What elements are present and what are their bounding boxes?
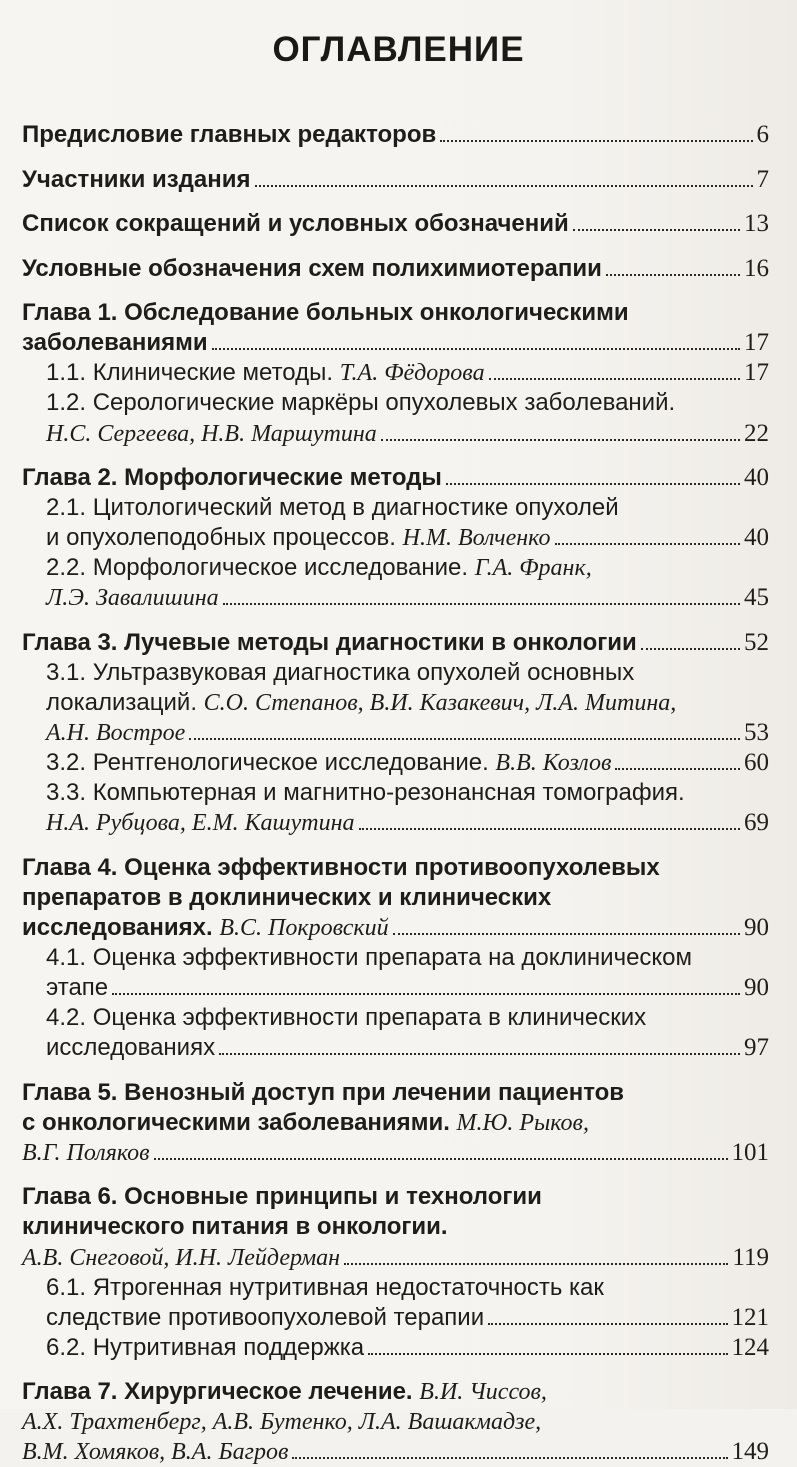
entry-title: 4.1. Оценка эффективности препарата на доклиническом bbox=[46, 943, 693, 971]
toc-entry[interactable] bbox=[46, 358, 769, 388]
entry-title: 4.2. Оценка эффективности препарата в клинических bbox=[46, 1004, 647, 1032]
page-number: 17 bbox=[744, 359, 769, 387]
entry-title: этапе bbox=[46, 974, 109, 1002]
entry-title: клинического питания в онкологии. bbox=[22, 1213, 448, 1241]
dot-leader bbox=[641, 648, 740, 650]
page-number: 6 bbox=[756, 121, 769, 148]
page-number: 40 bbox=[744, 464, 769, 492]
toc-entry[interactable] bbox=[22, 328, 769, 358]
dot-leader bbox=[154, 1158, 728, 1160]
dot-leader bbox=[615, 768, 740, 770]
entry-title: Глава 4. Оценка эффективности противоопухолевых bbox=[22, 853, 660, 881]
entry-author: А.Н. Вострое bbox=[46, 720, 186, 747]
toc-entry[interactable] bbox=[46, 1333, 769, 1363]
toc-entry[interactable] bbox=[22, 463, 769, 493]
entry-title: локализаций. bbox=[46, 688, 197, 716]
toc-entry[interactable] bbox=[46, 1033, 769, 1063]
toc-entry[interactable] bbox=[22, 120, 769, 150]
toc-entry-line[interactable] bbox=[46, 943, 769, 973]
toc-chapter-heading[interactable] bbox=[22, 1212, 769, 1242]
toc-chapter-heading[interactable] bbox=[22, 298, 769, 328]
entry-author: А.Х. Трахтенберг, А.В. Бутенко, Л.А. Вашакмадзе, bbox=[22, 1409, 542, 1436]
toc-entry[interactable] bbox=[46, 808, 769, 838]
entry-title: исследованиях. bbox=[22, 913, 213, 941]
toc-entry[interactable] bbox=[46, 748, 769, 778]
toc-entry-line[interactable] bbox=[46, 658, 769, 688]
dot-leader bbox=[219, 1053, 740, 1055]
page-number: 40 bbox=[744, 524, 769, 552]
entry-author: Н.М. Волченко bbox=[402, 525, 551, 552]
dot-leader bbox=[381, 439, 740, 441]
toc-entry-line[interactable] bbox=[46, 688, 769, 718]
page-number: 97 bbox=[744, 1034, 769, 1062]
entry-title: Глава 7. Хирургическое лечение. bbox=[22, 1378, 413, 1406]
entry-author: Т.А. Фёдорова bbox=[339, 360, 485, 387]
page-number: 7 bbox=[756, 165, 769, 193]
page-number: 52 bbox=[744, 628, 769, 656]
dot-leader bbox=[112, 993, 740, 995]
toc-entry-line[interactable] bbox=[46, 388, 769, 418]
entry-title: Глава 6. Основные принципы и технологии bbox=[22, 1183, 542, 1211]
toc-chapter-heading[interactable] bbox=[22, 883, 769, 913]
toc-entry-line[interactable] bbox=[46, 1273, 769, 1303]
dot-leader bbox=[223, 603, 740, 605]
dot-leader bbox=[488, 1323, 727, 1325]
toc-entry[interactable] bbox=[22, 1138, 769, 1168]
page-number: 101 bbox=[731, 1138, 769, 1166]
toc-entry-line[interactable] bbox=[46, 553, 769, 583]
entry-title: Участники издания bbox=[22, 165, 251, 193]
page-number: 13 bbox=[744, 210, 769, 238]
entry-title: 2.1. Цитологический метод в диагностике опухолей bbox=[46, 494, 619, 522]
page-number: 90 bbox=[744, 913, 769, 941]
toc-entry[interactable] bbox=[46, 523, 769, 553]
dot-leader bbox=[212, 348, 740, 350]
toc-entry[interactable] bbox=[46, 583, 769, 613]
dot-leader bbox=[440, 140, 752, 142]
entry-title: следствие противоопухолевой терапии bbox=[46, 1303, 485, 1331]
toc-entry-line[interactable] bbox=[46, 778, 769, 808]
dot-leader bbox=[359, 828, 740, 830]
toc-chapter-heading[interactable] bbox=[22, 1182, 769, 1212]
toc-entry[interactable] bbox=[46, 973, 769, 1003]
toc-chapter-heading[interactable] bbox=[22, 1078, 769, 1108]
dot-leader bbox=[292, 1457, 727, 1459]
entry-title: исследованиях bbox=[46, 1034, 216, 1062]
entry-author: Г.А. Франк, bbox=[474, 555, 592, 582]
entry-title: Глава 1. Обследование больных онкологическими bbox=[22, 299, 629, 327]
entry-title: препаратов в доклинических и клинических bbox=[22, 883, 552, 911]
page-number: 69 bbox=[744, 809, 769, 837]
entry-author: В.М. Хомяков, В.А. Багров bbox=[22, 1439, 289, 1466]
dot-leader bbox=[344, 1263, 728, 1265]
entry-title: 2.2. Морфологическое исследование. bbox=[46, 554, 469, 582]
toc-entry[interactable] bbox=[22, 1437, 769, 1467]
entry-author: Н.А. Рубцова, Е.М. Кашутина bbox=[46, 810, 355, 837]
entry-author: В.И. Чиссов, bbox=[419, 1379, 547, 1406]
toc-entry-line[interactable] bbox=[22, 1407, 769, 1437]
entry-author: С.О. Степанов, В.И. Казакевич, Л.А. Митина, bbox=[203, 689, 677, 716]
page-number: 45 bbox=[744, 584, 769, 612]
page-number: 17 bbox=[744, 329, 769, 357]
page-number: 53 bbox=[744, 719, 769, 747]
dot-leader bbox=[393, 933, 740, 935]
entry-title: Список сокращений и условных обозначений bbox=[22, 210, 569, 238]
entry-author: В.Г. Поляков bbox=[22, 1139, 150, 1166]
dot-leader bbox=[489, 378, 740, 380]
dot-leader bbox=[189, 738, 740, 740]
dot-leader bbox=[606, 274, 740, 276]
page-number: 60 bbox=[744, 749, 769, 777]
toc-entry[interactable] bbox=[22, 913, 769, 943]
dot-leader bbox=[255, 185, 753, 187]
entry-author: В.С. Покровский bbox=[219, 914, 389, 941]
entry-title: 3.2. Рентгенологическое исследование. bbox=[46, 749, 489, 777]
entry-title: 1.2. Серологические маркёры опухолевых заболеваний. bbox=[46, 389, 676, 417]
page-title: ОГЛАВЛЕНИЕ bbox=[272, 30, 525, 69]
entry-title: Предисловие главных редакторов bbox=[22, 121, 437, 148]
entry-title: и опухолеподобных процессов. bbox=[46, 524, 396, 552]
dot-leader bbox=[573, 229, 740, 231]
entry-title: Условные обозначения схем полихимиотерапии bbox=[22, 254, 602, 282]
toc-entry[interactable] bbox=[22, 254, 769, 284]
entry-title: Глава 5. Венозный доступ при лечении пациентов bbox=[22, 1078, 625, 1106]
entry-title: 1.1. Клинические методы. bbox=[46, 359, 334, 387]
toc-entry-line[interactable] bbox=[22, 1377, 769, 1407]
entry-title: 6.1. Ятрогенная нутритивная недостаточность как bbox=[46, 1273, 604, 1301]
dot-leader bbox=[555, 543, 741, 545]
dot-leader bbox=[446, 483, 740, 485]
toc-entry-line[interactable] bbox=[46, 1003, 769, 1033]
toc-entry[interactable] bbox=[46, 718, 769, 748]
toc-entry[interactable] bbox=[22, 165, 769, 195]
page-number: 124 bbox=[731, 1333, 769, 1361]
page-number: 121 bbox=[731, 1303, 769, 1331]
page-number: 119 bbox=[732, 1243, 769, 1271]
entry-title: заболеваниями bbox=[22, 329, 208, 357]
entry-author: Н.С. Сергеева, Н.В. Маршутина bbox=[46, 420, 377, 447]
entry-title: 6.2. Нутритивная поддержка bbox=[46, 1333, 365, 1361]
entry-title: Глава 2. Морфологические методы bbox=[22, 464, 442, 492]
page-number: 149 bbox=[731, 1438, 769, 1466]
toc-chapter-heading[interactable] bbox=[22, 853, 769, 883]
entry-author: А.В. Снеговой, И.Н. Лейдерман bbox=[22, 1244, 341, 1271]
toc-entry-line[interactable] bbox=[22, 1108, 769, 1138]
page-number: 90 bbox=[744, 974, 769, 1002]
entry-title: Глава 3. Лучевые методы диагностики в онкологии bbox=[22, 628, 637, 656]
toc-entry[interactable] bbox=[22, 209, 769, 239]
page-number: 16 bbox=[744, 254, 769, 282]
toc-entry[interactable] bbox=[46, 1303, 769, 1333]
toc-entry[interactable] bbox=[22, 1243, 769, 1273]
toc-entry[interactable] bbox=[22, 628, 769, 658]
entry-author: Л.Э. Завалишина bbox=[46, 585, 219, 612]
toc-entry[interactable] bbox=[46, 419, 769, 449]
entry-title: 3.3. Компьютерная и магнитно-резонансная томография. bbox=[46, 779, 685, 807]
dot-leader bbox=[368, 1353, 727, 1355]
entry-author: М.Ю. Рыков, bbox=[456, 1109, 589, 1136]
page-number: 22 bbox=[744, 419, 769, 447]
entry-title: 3.1. Ультразвуковая диагностика опухолей основных bbox=[46, 658, 635, 686]
entry-author: В.В. Козлов bbox=[495, 750, 612, 777]
entry-title: с онкологическими заболеваниями. bbox=[22, 1108, 450, 1136]
toc-entry-line[interactable] bbox=[46, 493, 769, 523]
